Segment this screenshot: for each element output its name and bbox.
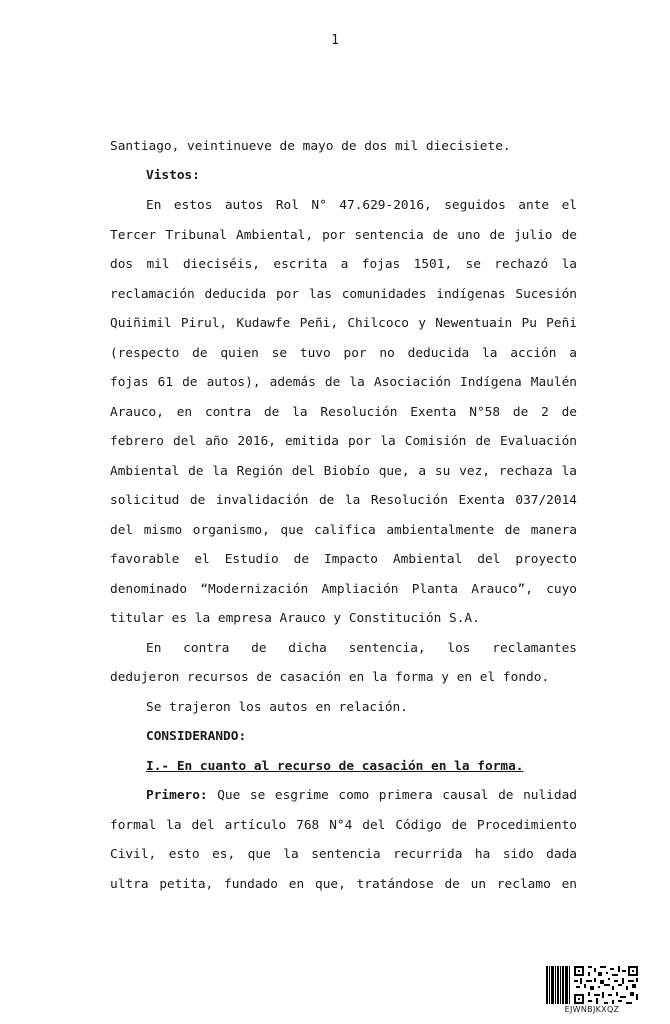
vistos-heading: Vistos:	[146, 168, 200, 183]
paragraph-line: En contra de dicha sentencia, los reclamantes	[146, 641, 577, 656]
paragraph-line: formal la del artículo 768 N°4 del Código de Procedimiento	[110, 818, 577, 833]
paragraph-line	[146, 788, 577, 804]
verification-code-text: EJWNBJKXQZ	[564, 1005, 620, 1014]
paragraph-line: solicitud de invalidación de la Resolución Exenta 037/2014	[110, 493, 577, 508]
barcode-icon	[546, 966, 570, 1004]
paragraph-line: favorable el Estudio de Impacto Ambiental del proyecto	[110, 552, 577, 567]
paragraph-line: denominado “Modernización Ampliación Planta Arauco”, cuyo	[110, 582, 577, 597]
paragraph-line: Civil, esto es, que la sentencia recurrida ha sido dada	[110, 847, 577, 862]
verification-code	[546, 966, 638, 1014]
primero-label: Primero:	[146, 788, 208, 803]
paragraph-line: Se trajeron los autos en relación.	[146, 700, 408, 715]
paragraph-line: Tercer Tribunal Ambiental, por sentencia de uno de julio de	[110, 228, 577, 243]
paragraph-line: febrero del año 2016, emitida por la Comisión de Evaluación	[110, 434, 577, 449]
qr-code-icon	[574, 966, 638, 1004]
considerando-heading: CONSIDERANDO:	[146, 729, 247, 744]
paragraph-line: ultra petita, fundado en que, tratándose de un reclamo en	[110, 877, 577, 892]
primero-text: Que se esgrime como primera causal de nulidad	[207, 788, 577, 803]
paragraph-line: del mismo organismo, que califica ambientalmente de manera	[110, 523, 577, 538]
paragraph-line: dos mil dieciséis, escrita a fojas 1501, se rechazó la	[110, 257, 577, 272]
date-line: Santiago, veintinueve de mayo de dos mil diecisiete.	[110, 139, 511, 154]
section-heading: I.- En cuanto al recurso de casación en la forma.	[146, 759, 524, 774]
paragraph-line: En estos autos Rol N° 47.629-2016, seguidos ante el	[146, 198, 577, 213]
paragraph-line: (respecto de quien se tuvo por no deducida la acción a	[110, 346, 577, 361]
paragraph-line: dedujeron recursos de casación en la forma y en el fondo.	[110, 670, 550, 685]
paragraph-line: titular es la empresa Arauco y Constitución S.A.	[110, 611, 480, 626]
paragraph-line: reclamación deducida por las comunidades indígenas Sucesión	[110, 287, 577, 302]
paragraph-line: Arauco, en contra de la Resolución Exenta N°58 de 2 de	[110, 405, 577, 420]
page-number: 1	[331, 33, 339, 48]
paragraph-line: Ambiental de la Región del Biobío que, a su vez, rechaza la	[110, 464, 577, 479]
paragraph-line: fojas 61 de autos), además de la Asociación Indígena Maulén	[110, 375, 577, 390]
paragraph-line: Quiñimil Pirul, Kudawfe Peñi, Chilcoco y Newentuain Pu Peñi	[110, 316, 577, 331]
